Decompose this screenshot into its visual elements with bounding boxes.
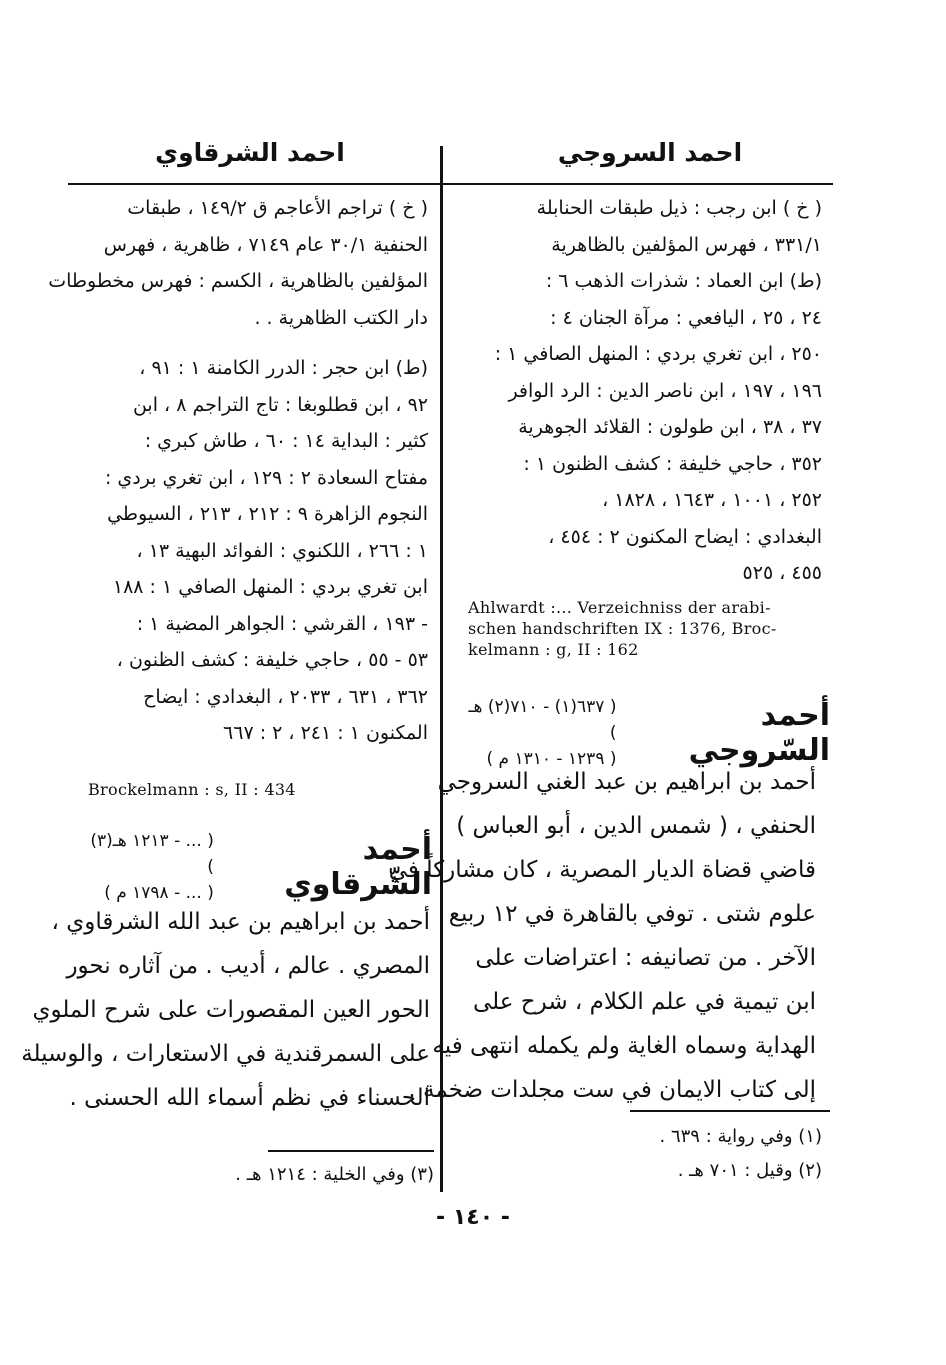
bio-line: إلى كتاب الايمان في ست مجلدات ضخمة .: [408, 1077, 816, 1103]
ref-line: ابن تغري بردي : المنهل الصافي ١ : ١٨٨: [112, 576, 428, 598]
latin-line: Ahlwardt :... Verzeichniss der arabi-: [468, 598, 771, 617]
right-latin-reference: [468, 597, 828, 660]
ref-line: ٣٦٢ ، ٦٣١ ، ٢٠٣٣ ، البغدادي : ايضاح: [143, 685, 428, 708]
right-footnote-rule: [630, 1110, 830, 1112]
ref-line: كثير : البداية ١٤ : ٦٠ ، طاش كبري :: [144, 430, 428, 452]
left-footnote-rule: [268, 1150, 434, 1152]
left-references-printed: [72, 350, 428, 752]
bio-line: على السمرقندية في الاستعارات ، والوسيلة: [21, 1041, 430, 1067]
ref-line: دار الكتب الظاهرية . .: [254, 306, 428, 329]
ref-line: (ط) ابن حجر : الدرر الكامنة ١ : ٩١ ،: [139, 357, 428, 379]
entry-name: أحمد السّروجي: [688, 698, 830, 768]
dates-gregorian: ( ... - ١٧٩٨ م ): [104, 883, 214, 903]
ref-line: ٢٥٢ ، ١٠٠١ ، ١٦٤٣ ، ١٨٢٨ ،: [602, 489, 822, 511]
bio-line: أحمد بن ابراهيم بن عبد الغني السروجي: [437, 769, 816, 795]
ref-line: المؤلفين بالظاهرية ، الكسم : فهرس مخطوطات: [48, 270, 428, 292]
ref-line: ٣٥٢ ، حاجي خليفة : كشف الظنون ١ :: [523, 452, 822, 475]
left-entry-heading: [84, 828, 432, 906]
ref-line: ٥٣ - ٥٥ ، حاجي خليفة : كشف الظنون ،: [116, 649, 428, 671]
dates-hijri: ( ٦٣٧(١) - ٧١٠(٢) هـ ): [468, 697, 617, 743]
ref-line: ٢٥٠ ، ابن تغري بردي : المنهل الصافي ١ :: [494, 343, 822, 365]
ref-line: المكنون ١ : ٢٤١ ، ٢ : ٦٦٧: [223, 722, 428, 744]
bio-line: علوم شتى . توفي بالقاهرة في ١٢ ربيع: [448, 901, 816, 927]
footnote: (١) وفي رواية : ٦٣٩ .: [659, 1126, 822, 1147]
bio-line: الحنفي ، ( شمس الدين ، أبو العباس ): [456, 813, 816, 839]
right-header-rule: [443, 183, 833, 185]
ref-line: ( خ ) ابن رجب : ذيل طبقات الحنابلة: [536, 197, 822, 219]
left-header-rule: [68, 183, 440, 185]
entry-dates: [84, 828, 214, 906]
bio-line: الآخر . من تصانيفه : اعتراضات على: [475, 945, 816, 971]
bio-line: المصري . عالم ، أديب . من آثاره نحور: [66, 953, 430, 979]
bio-line: أحمد بن ابراهيم بن عبد الله الشرقاوي ،: [51, 909, 430, 935]
ref-line: ٩٢ ، ابن قطلوبغا : تاج التراجم ٨ ، ابن: [132, 393, 428, 416]
left-column-header: احمد الشرقاوي: [155, 138, 345, 167]
ref-line: ٣٣١/١ ، فهرس المؤلفين بالظاهرية: [551, 233, 822, 256]
latin-line: schen handschriften IX : 1376, Broc-: [468, 619, 777, 638]
right-column-header: احمد السروجي: [557, 138, 743, 167]
ref-line: ٣٧ ، ٣٨ ، ابن طولون : القلائد الجوهرية: [518, 416, 822, 438]
dates-hijri: ( ... - ١٢١٣ هـ(٣) ): [90, 831, 214, 877]
left-footnotes: [190, 1158, 434, 1192]
right-footnotes: [560, 1120, 822, 1188]
right-biography: [388, 760, 816, 1112]
ref-line: ١٩٦ ، ١٩٧ ، ابن ناصر الدين : الرد الوافر: [508, 379, 822, 402]
ref-line: مفتاح السعادة ٢ : ١٢٩ ، ابن تغري بردي :: [104, 466, 428, 489]
ref-line: ١ : ٢٦٦ ، اللكنوي : الفوائد البهية ١٣ ،: [136, 539, 428, 562]
left-latin-reference: Brockelmann : s, II : 434: [88, 780, 296, 799]
bio-line: قاضي قضاة الديار المصرية ، كان مشاركاً في: [388, 857, 816, 883]
page-number: - ١٤٠ -: [436, 1205, 510, 1230]
bio-line: الحسناء في نظم أسماء الله الحسنى .: [69, 1085, 430, 1111]
ref-line: ( خ ) تراجم الأعاجم ق ١٤٩/٢ ، طبقات: [127, 197, 428, 219]
left-references-manuscript: [48, 190, 428, 336]
ref-line: النجوم الزاهرة ٩ : ٢١٢ ، ٢١٣ ، السيوطي: [107, 503, 428, 525]
footnote: (٢) وقيل : ٧٠١ هـ .: [677, 1160, 822, 1181]
ref-line: البغدادي : ايضاح المكنون ٢ : ٤٥٤ ،: [548, 525, 822, 548]
left-biography: [21, 900, 430, 1120]
ref-line: ٤٥٥ ، ٥٢٥: [742, 562, 822, 584]
footnote: (٣) وفي الخلية : ١٢١٤ هـ .: [235, 1164, 434, 1185]
bio-line: الحور العين المقصورات على شرح الملوي: [32, 997, 430, 1023]
ref-line: (ط) ابن العماد : شذرات الذهب ٦ :: [545, 270, 822, 292]
latin-line: kelmann : g, II : 162: [468, 640, 639, 659]
entry-name: أحمد الشّرقاوي: [284, 832, 432, 902]
bio-line: ابن تيمية في علم الكلام ، شرح على: [472, 989, 816, 1015]
bio-line: الهداية وسماه الغاية ولم يكمله انتهى فيه: [432, 1033, 816, 1059]
right-references: [456, 190, 822, 592]
ref-line: ٢٤ ، ٢٥ ، اليافعي : مرآة الجنان ٤ :: [550, 306, 822, 329]
dates-gregorian: ( ١٢٣٩ - ١٣١٠ م ): [486, 749, 617, 769]
ref-line: - ١٩٣ ، القرشي : الجواهر المضية ١ :: [136, 612, 428, 635]
ref-line: الحنفية ٣٠/١ عام ٧١٤٩ ، ظاهرية ، فهرس: [103, 233, 428, 256]
